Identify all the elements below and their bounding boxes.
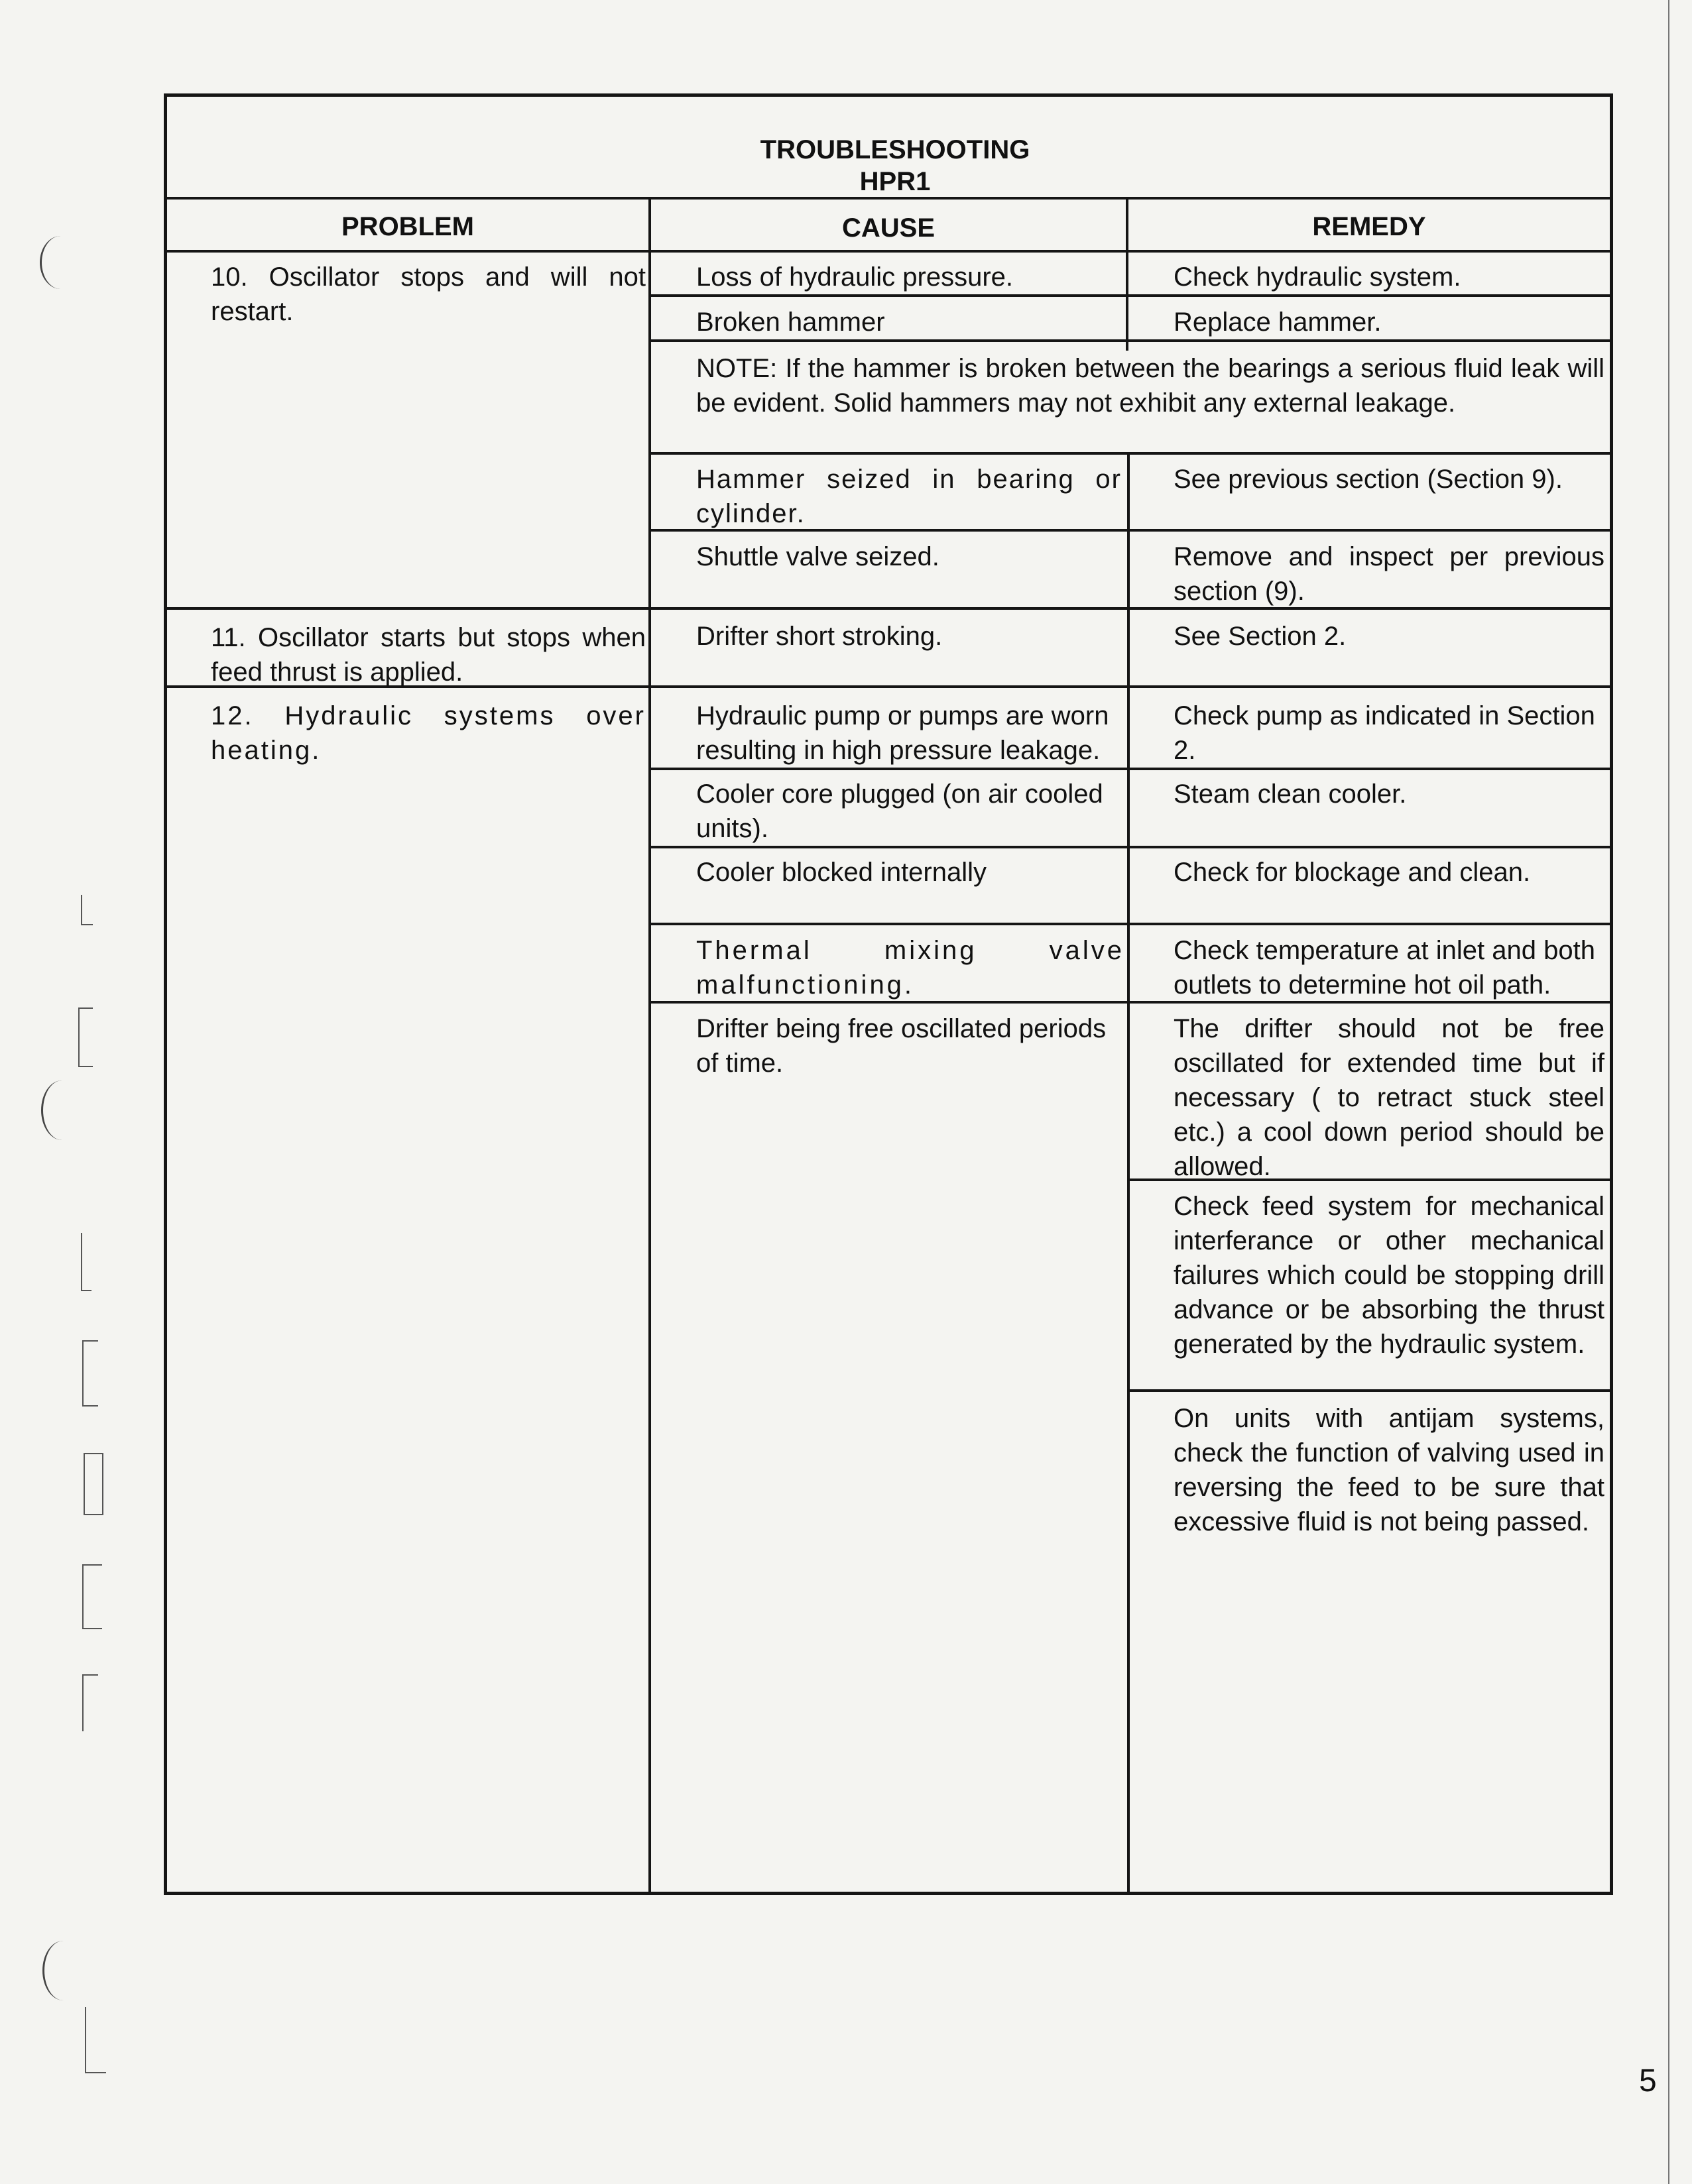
- cause-text: Loss of hydraulic pressure.: [696, 262, 1014, 292]
- cause-text: Broken hammer: [696, 308, 885, 337]
- row-divider: [648, 452, 1613, 455]
- binder-mark: [85, 2007, 106, 2073]
- remedy-text: Check for blockage and clean.: [1174, 858, 1531, 887]
- column-header-problem: PROBLEM: [341, 212, 474, 241]
- cause-text: Thermal mixing valve malfunctioning.: [696, 936, 1124, 1000]
- row-divider: [648, 923, 1613, 925]
- remedy-text: Check temperature at inlet and both outlets to determine hot oil path.: [1174, 936, 1595, 1000]
- remedy-text: Steam clean cooler.: [1174, 779, 1407, 809]
- binder-ring-mark: [40, 236, 82, 289]
- row-divider: [648, 294, 1613, 297]
- row-divider: [648, 768, 1613, 770]
- binder-mark: [78, 1007, 93, 1067]
- cause-text: Hammer seized in bearing or cylinder.: [696, 465, 1122, 528]
- binder-ring-mark: [41, 1080, 83, 1140]
- remedy-text: Check feed system for mechanical interferance or other mechanical failures which could be stopping drill advance or be absorbing the thrust generated by the hydraulic system.: [1174, 1192, 1604, 1359]
- row-divider: [1128, 1389, 1613, 1392]
- binder-mark: [82, 1674, 98, 1731]
- column-header-cause: CAUSE: [841, 213, 936, 243]
- remedy-text: Check pump as indicated in Section 2.: [1174, 701, 1595, 765]
- binder-mark: [84, 1453, 103, 1515]
- remedy-text: On units with antijam systems, check the function of valving used in reversing the feed to be sure that excessive fluid is not being passed.: [1174, 1404, 1604, 1536]
- cause-text: Drifter being free oscillated periods of time.: [696, 1014, 1107, 1078]
- binder-mark: [81, 895, 93, 925]
- binder-mark: [81, 1233, 91, 1291]
- binder-mark: [82, 1564, 102, 1629]
- problem-12: 12. Hydraulic systems over heating.: [211, 701, 646, 765]
- problem-10: 10. Oscillator stops and will not restart.: [211, 262, 646, 326]
- document-title: TROUBLESHOOTING: [760, 135, 1030, 164]
- cause-text: Drifter short stroking.: [696, 622, 943, 651]
- remedy-text: Check hydraulic system.: [1174, 262, 1461, 292]
- column-header-remedy: REMEDY: [1312, 212, 1426, 241]
- row-divider: [648, 339, 1613, 342]
- document-subtitle: HPR1: [859, 167, 931, 196]
- binder-mark: [82, 1340, 98, 1407]
- remedy-text: Remove and inspect per previous section (9).: [1174, 542, 1604, 606]
- remedy-text: See previous section (Section 9).: [1174, 465, 1563, 494]
- row-divider: [648, 846, 1613, 848]
- header-divider: [164, 250, 1613, 253]
- remedy-text: See Section 2.: [1174, 622, 1347, 651]
- column-divider-problem-cause: [648, 197, 651, 1895]
- page-edge-rule: [1668, 0, 1669, 2184]
- column-divider-cause-remedy: [1127, 452, 1130, 1895]
- problem-11: 11. Oscillator starts but stops when feed thrust is applied.: [211, 623, 646, 687]
- cause-text: Hydraulic pump or pumps are worn resulting in high pressure leakage.: [696, 701, 1109, 765]
- remedy-text: Replace hammer.: [1174, 308, 1382, 337]
- cause-text: Shuttle valve seized.: [696, 542, 939, 571]
- cause-text: Cooler blocked internally: [696, 858, 987, 887]
- note-text: NOTE: If the hammer is broken between the bearings a serious fluid leak will be evident. Solid hammers may not exhibit any external leakage.: [696, 354, 1604, 418]
- cause-text: Cooler core plugged (on air cooled units).: [696, 779, 1103, 843]
- binder-ring-mark: [42, 1941, 84, 2000]
- remedy-text: The drifter should not be free oscillated for extended time but if necessary ( to retract stuck steel etc.) a cool down period should be allowed.: [1174, 1014, 1604, 1181]
- page-number: 5: [1639, 2063, 1657, 2098]
